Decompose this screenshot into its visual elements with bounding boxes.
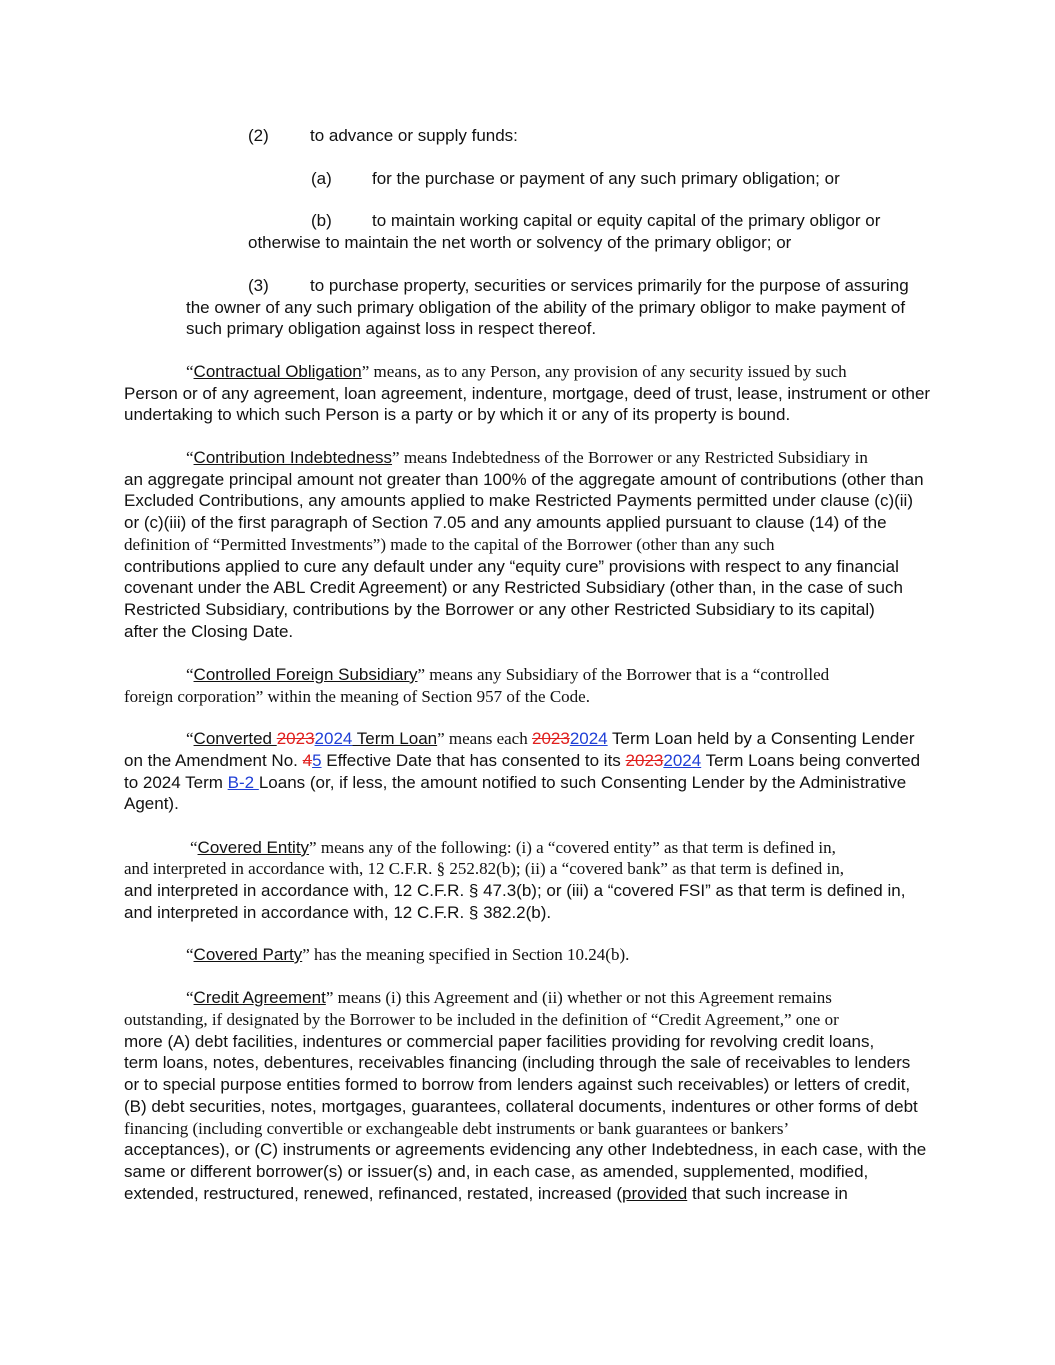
item-text: to maintain working capital or equity capital of the primary obligor or [372, 211, 881, 230]
definition-text: Excluded Contributions, any amounts applied to make Restricted Payments permitted under clause (c)(ii) [124, 491, 913, 510]
item-b [311, 210, 881, 232]
definition-text: and interpreted in accordance with, 12 C.F.R. § 252.82(b); (ii) a “covered bank” as that term is defined in, [124, 859, 844, 878]
inserted-text: 2024 [663, 751, 702, 770]
definition-contractual-obligation [186, 361, 847, 383]
definition-text: Term Loan held by a Consenting Lender [607, 729, 915, 748]
definition-text: or to special purpose entities formed to borrow from lenders against such receivables) or letters of credit, [124, 1075, 911, 1094]
definition-text: same or different borrower(s) or issuer(s) and, in each case, as amended, supplemented, modified, [124, 1162, 869, 1181]
definition-line [124, 772, 906, 794]
deleted-text: 2023 [531, 729, 570, 748]
inserted-text: 5 [312, 751, 322, 770]
deleted-text: 4 [302, 751, 313, 770]
definition-text: that such increase in [687, 1184, 848, 1203]
defined-term: Credit Agreement [193, 988, 326, 1007]
open-quote: “ [186, 729, 194, 748]
definition-text: acceptances), or (C) instruments or agreements evidencing any other Indebtedness, in each case, with the [124, 1140, 927, 1159]
defined-term: Controlled Foreign Subsidiary [193, 665, 418, 684]
item-number: (2) [248, 126, 269, 145]
item-2 [248, 125, 518, 147]
item-text: to purchase property, securities or services primarily for the purpose of assuring [310, 276, 909, 295]
item-text-continued: such primary obligation against loss in respect thereof. [186, 319, 597, 338]
inserted-text: 2024 [314, 729, 353, 748]
definition-text: after the Closing Date. [124, 622, 294, 641]
definition-text: ” means, as to any Person, any provision of any security issued by such [361, 362, 847, 381]
item-text: to advance or supply funds: [310, 126, 518, 145]
definition-text: Person or of any agreement, loan agreement, indenture, mortgage, deed of trust, lease, instrument or other [124, 384, 931, 403]
definition-text: ” means each [437, 729, 532, 748]
definition-text: Term Loans being converted [701, 751, 921, 770]
open-quote: “ [186, 448, 194, 467]
definition-text: financing (including convertible or exchangeable debt instruments or bank guarantees or bankers’ [124, 1119, 790, 1138]
defined-term: Covered Entity [197, 838, 310, 857]
open-quote: “ [186, 362, 194, 381]
definition-text: outstanding, if designated by the Borrower to be included in the definition of “Credit Agreement,” one or [124, 1010, 839, 1029]
definition-credit-agreement [186, 987, 832, 1009]
item-number: (b) [311, 211, 332, 230]
definition-text: ” means any of the following: (i) a “covered entity” as that term is defined in, [309, 838, 836, 857]
defined-term: Term Loan [352, 729, 438, 748]
open-quote: “ [186, 988, 194, 1007]
item-3 [248, 275, 909, 297]
item-text: for the purchase or payment of any such primary obligation; or [372, 169, 840, 188]
definition-text: ” means any Subsidiary of the Borrower that is a “controlled [417, 665, 830, 684]
definition-text: and interpreted in accordance with, 12 C.F.R. § 382.2(b). [124, 903, 552, 922]
item-text-continued: otherwise to maintain the net worth or solvency of the primary obligor; or [248, 233, 792, 252]
definition-line [124, 1183, 848, 1205]
definition-text: an aggregate principal amount not greater than 100% of the aggregate amount of contributions (other than [124, 470, 924, 489]
definition-text: Restricted Subsidiary, contributions by the Borrower or any other Restricted Subsidiary to its capital) [124, 600, 875, 619]
open-quote: “ [186, 665, 194, 684]
definition-line [124, 750, 920, 772]
definition-text: to 2024 Term [124, 773, 228, 792]
open-quote: “ [190, 838, 198, 857]
item-number: (a) [311, 169, 332, 188]
deleted-text: 2023 [625, 751, 664, 770]
defined-term: Contribution Indebtedness [193, 448, 393, 467]
emphasized-term: provided [622, 1184, 688, 1203]
definition-covered-party [186, 944, 629, 966]
inserted-text: 2024 [569, 729, 608, 748]
definition-text: or (c)(iii) of the first paragraph of Section 7.05 and any amounts applied pursuant to clause (14) of the [124, 513, 887, 532]
item-number: (3) [248, 276, 269, 295]
definition-text: definition of “Permitted Investments”) made to the capital of the Borrower (other than any such [124, 535, 775, 554]
definition-text: Agent). [124, 794, 179, 813]
definition-controlled-foreign-subsidiary [186, 664, 829, 686]
definition-text: covenant under the ABL Credit Agreement) or any Restricted Subsidiary (other than, in the case of such [124, 578, 903, 597]
definition-text: ” means Indebtedness of the Borrower or any Restricted Subsidiary in [392, 448, 868, 467]
definition-text: foreign corporation” within the meaning of Section 957 of the Code. [124, 687, 590, 706]
definition-text: contributions applied to cure any default under any “equity cure” provisions with respect to any financial [124, 557, 899, 576]
definition-text: and interpreted in accordance with, 12 C.F.R. § 47.3(b); or (iii) a “covered FSI” as that term is defined in, [124, 881, 906, 900]
open-quote: “ [186, 945, 194, 964]
defined-term: Contractual Obligation [193, 362, 362, 381]
definition-text: Loans (or, if less, the amount notified to such Consenting Lender by the Administrative [258, 773, 907, 792]
definition-text: Effective Date that has consented to its [321, 751, 626, 770]
item-text-continued: the owner of any such primary obligation of the ability of the primary obligor to make payment of [186, 298, 906, 317]
definition-text: ” has the meaning specified in Section 10.24(b). [302, 945, 630, 964]
inserted-text: B-2 [227, 773, 259, 792]
definition-text: term loans, notes, debentures, receivables financing (including through the sale of receivables to lenders [124, 1053, 911, 1072]
item-a [311, 168, 840, 190]
definition-text: undertaking to which such Person is a party or by which it or any of its property is bound. [124, 405, 791, 424]
definition-text: extended, restructured, renewed, refinanced, restated, increased ( [124, 1184, 623, 1203]
definition-text: on the Amendment No. [124, 751, 303, 770]
definition-covered-entity [190, 837, 836, 859]
defined-term: Covered Party [193, 945, 303, 964]
definition-text: more (A) debt facilities, indentures or commercial paper facilities providing for revolving credit loans, [124, 1032, 875, 1051]
definition-contribution-indebtedness [186, 447, 868, 469]
definition-text: ” means (i) this Agreement and (ii) whether or not this Agreement remains [325, 988, 832, 1007]
definition-text: (B) debt securities, notes, mortgages, guarantees, collateral documents, indentures or other forms of debt [124, 1097, 918, 1116]
definition-converted-term-loan [186, 728, 914, 750]
defined-term: Converted [193, 729, 277, 748]
deleted-text: 2023 [276, 729, 315, 748]
